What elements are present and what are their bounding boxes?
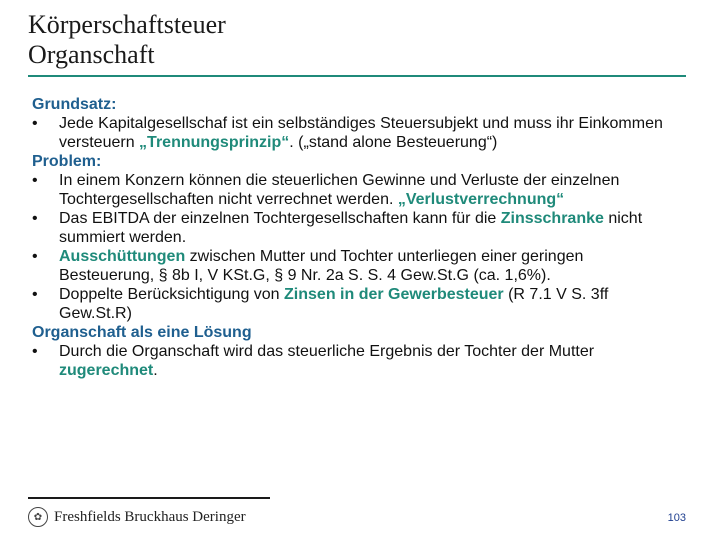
slide-title — [28, 10, 226, 70]
bullet-dot: • — [32, 248, 38, 265]
page-number: 103 — [667, 512, 686, 524]
bullet-text: Doppelte Berücksichtigung von Zinsen in der Gewerbesteuer (R 7.1 V S. 3ff Gew.St.R) — [59, 286, 609, 322]
bullet-dot: • — [32, 286, 38, 303]
bullet-text: Durch die Organschaft wird das steuerliche Ergebnis der Tochter der Mutter zugerechnet. — [59, 343, 595, 379]
highlight-text: zugerechnet — [59, 362, 154, 379]
bullet-dot: • — [32, 343, 38, 360]
bullet-item — [32, 209, 682, 247]
organschaft-heading: Organschaft als eine Lösung — [32, 324, 252, 341]
company-logo — [28, 507, 246, 527]
title-divider — [28, 75, 686, 77]
bullet-dot: • — [32, 115, 38, 132]
logo-text: Freshfields Bruckhaus Deringer — [54, 508, 246, 525]
bullet-text: In einem Konzern können die steuerlichen Gewinne und Verluste der einzelnen Tochtergesellschaften nicht verrechnet werden. „Verlustverrechnung“ — [59, 172, 620, 208]
bullet-item — [32, 285, 682, 323]
title-line-2: Organschaft — [28, 40, 155, 69]
highlight-text: „Verlustverrechnung“ — [397, 191, 565, 208]
bullet-item — [32, 247, 682, 285]
bullet-text: Das EBITDA der einzelnen Tochtergesellschaften kann für die Zinsschranke nicht summiert werden. — [59, 210, 643, 246]
bullet-dot: • — [32, 210, 38, 227]
problem-heading: Problem: — [32, 153, 102, 170]
highlight-text: Ausschüttungen — [59, 248, 186, 265]
bullet-text: Ausschüttungen zwischen Mutter und Tochter unterliegen einer geringen Besteuerung, § 8b I, V KSt.G, § 9 Nr. 2a S. S. 4 Gew.St.G (ca. 1,6%). — [59, 248, 584, 284]
bullet-item — [32, 114, 682, 152]
title-line-1: Körperschaftsteuer — [28, 10, 226, 39]
seal-icon: ✿ — [28, 507, 48, 527]
bullet-item — [32, 171, 682, 209]
footer-divider — [28, 497, 270, 499]
highlight-text: Zinsen in der Gewerbesteuer — [284, 286, 504, 303]
bullet-text: Jede Kapitalgesellschaf ist ein selbständiges Steuersubjekt und muss ihr Einkommen versteuern „Trennungsprinzip“. („stand alone Besteuerung“) — [59, 115, 663, 151]
slide-body — [32, 95, 682, 380]
highlight-text: „Trennungsprinzip“ — [139, 134, 290, 151]
bullet-dot: • — [32, 172, 38, 189]
highlight-text: Zinsschranke — [500, 210, 604, 227]
grundsatz-heading: Grundsatz: — [32, 96, 117, 113]
bullet-item — [32, 342, 682, 380]
